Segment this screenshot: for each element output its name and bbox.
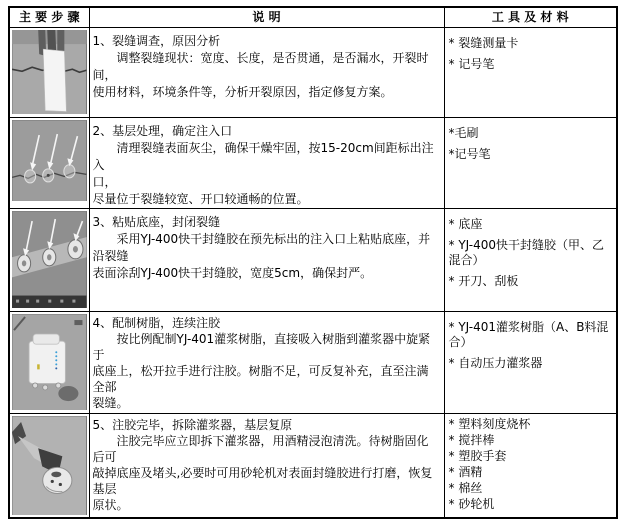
desc-line: 5、注胶完毕，拆除灌浆器，基层复原 — [92, 417, 293, 432]
tool-item: * 酒精 — [448, 464, 483, 479]
base-removal-photo — [12, 416, 87, 516]
desc-line: 尽量位于裂缝较宽、开口较通畅的位置。 — [92, 191, 309, 206]
step-description — [89, 117, 444, 208]
tool-item: * 裂缝测量卡 — [448, 35, 519, 50]
desc-line: 底座上，松开拉手进行注胶。树脂不足，可反复补充，直至注满 — [92, 363, 429, 378]
desc-line: 按比例配制YJ-401灌浆树脂，直接吸入树脂到灌浆器中旋紧 — [92, 331, 431, 346]
desc-line: 4、配制树脂，连续注胶 — [92, 315, 221, 330]
step-photo-cell — [9, 208, 89, 311]
tool-item: * 开刀、刮板 — [448, 273, 519, 288]
step-photo-cell — [9, 117, 89, 208]
desc-line: 采用YJ-400快干封缝胶在预先标出的注入口上粘贴底座，并 — [92, 231, 431, 246]
tools-list — [444, 208, 617, 311]
step-photo-cell — [9, 413, 89, 518]
table-row — [9, 117, 617, 208]
desc-line: 清理裂缝表面灰尘，确保干燥牢固，按15-20cm间距标出注入 — [92, 140, 434, 172]
header-row — [9, 7, 617, 27]
step-description — [89, 311, 444, 413]
tool-item: * YJ-401灌浆树脂（A、B料混合） — [448, 319, 609, 349]
step-photo-cell — [9, 27, 89, 117]
desc-line: 敲掉底座及堵头,必要时可用砂轮机对表面封缝胶进行打磨，恢复 — [92, 465, 433, 480]
tool-item: * 搅拌棒 — [448, 432, 495, 447]
desc-line: 后可 — [92, 449, 117, 464]
resin-injection-photo — [12, 314, 87, 411]
table-row — [9, 311, 617, 413]
tool-item: *记号笔 — [448, 146, 491, 161]
desc-line: 原状。 — [92, 497, 129, 512]
tools-list — [444, 413, 617, 518]
desc-line: 基层 — [92, 481, 117, 496]
crack-survey-photo — [12, 30, 87, 115]
desc-line: 使用材料，环境条件等，分析开裂原因，指定修复方案。 — [92, 84, 393, 99]
procedure-table — [8, 6, 618, 519]
tool-item: * 棉丝 — [448, 480, 483, 495]
desc-line: 1、裂缝调查，原因分析 — [92, 33, 221, 48]
table-row — [9, 413, 617, 518]
tools-list — [444, 311, 617, 413]
desc-line: 3、粘贴底座，封闭裂缝 — [92, 214, 221, 229]
desc-line: 调整裂缝现状：宽度、长度，是否贯通，是否漏水，开裂时 — [92, 50, 429, 65]
desc-line: 注胶完毕应立即拆下灌浆器，用酒精浸泡清洗。待树脂固化 — [92, 433, 429, 448]
desc-line: 于 — [92, 347, 105, 362]
desc-line: 口， — [92, 174, 117, 189]
injection-port-marking-photo — [12, 120, 87, 202]
tools-list — [444, 27, 617, 117]
tool-item: * 砂轮机 — [448, 496, 495, 511]
desc-line: 间， — [92, 67, 117, 82]
tool-item: * 塑料刻度烧杯 — [448, 416, 531, 431]
table-row — [9, 208, 617, 311]
base-bonding-photo — [12, 211, 87, 309]
tool-item: * 底座 — [448, 216, 483, 231]
tool-item: * 塑胶手套 — [448, 448, 507, 463]
step-photo-cell — [9, 311, 89, 413]
tools-list — [444, 117, 617, 208]
tool-item: * 自动压力灌浆器 — [448, 355, 543, 370]
header-description: 说 明 — [89, 7, 444, 27]
desc-line: 全部 — [92, 379, 117, 394]
tool-item: * 记号笔 — [448, 56, 495, 71]
desc-line: 沿裂缝 — [92, 248, 129, 263]
tool-item: *毛刷 — [448, 125, 479, 140]
table-row — [9, 27, 617, 117]
tool-item: * YJ-400快干封缝胶（甲、乙混合） — [448, 237, 604, 267]
header-main-steps: 主 要 步 骤 — [9, 7, 89, 27]
desc-line: 表面涂刮YJ-400快干封缝胶，宽度5cm，确保封严。 — [92, 265, 373, 280]
desc-line: 2、基层处理，确定注入口 — [92, 123, 233, 138]
step-description — [89, 27, 444, 117]
desc-line: 裂缝。 — [92, 395, 129, 410]
step-description — [89, 208, 444, 311]
step-description — [89, 413, 444, 518]
header-tools-materials: 工 具 及 材 料 — [444, 7, 617, 27]
